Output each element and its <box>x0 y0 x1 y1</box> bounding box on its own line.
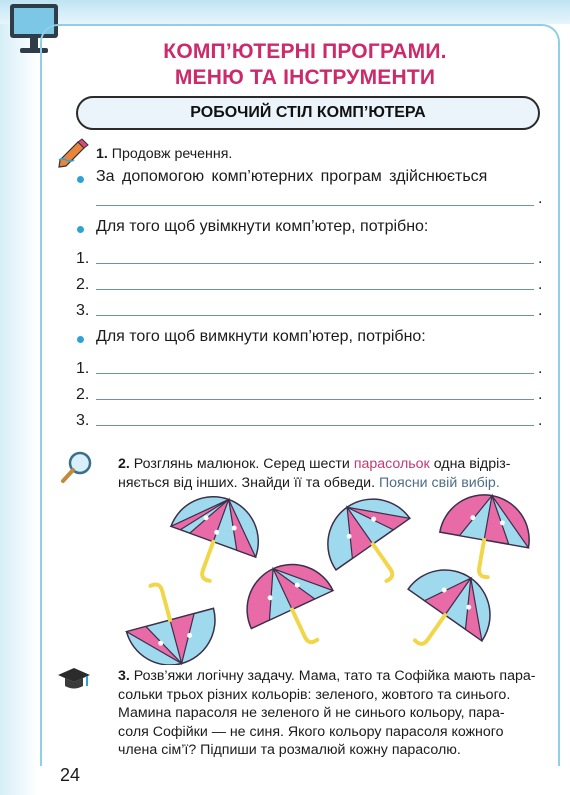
task2-line2-hint: Поясни свій вибір. <box>375 474 500 491</box>
answer-line[interactable] <box>96 289 534 290</box>
bullet <box>77 176 84 183</box>
line-number: 2. <box>76 386 90 403</box>
task1-sentence3: Для того щоб вимкнути комп’ютер, потрібно: <box>96 328 426 345</box>
task2-text <box>118 455 546 492</box>
task1-label <box>96 146 232 162</box>
task3-line: члена сім’ї? Підпиши та розмалюй кожну парасолю. <box>118 742 461 759</box>
page-number: 24 <box>60 765 81 785</box>
task2-line2: няється від інших. Знайди її та обведи. <box>118 474 376 491</box>
line-number: 1. <box>76 360 90 377</box>
page-title-line2: МЕНЮ ТА ІНСТРУМЕНТИ <box>174 66 436 89</box>
line-number: 3. <box>76 412 90 429</box>
line-number: 3. <box>76 302 90 319</box>
page-title-line1: КОМП’ЮТЕРНІ ПРОГРАМИ. <box>163 40 447 63</box>
task1-number: 1. <box>96 146 108 162</box>
end-dot: . <box>538 190 543 207</box>
end-dot: . <box>538 360 543 377</box>
umbrella-6[interactable] <box>390 565 500 660</box>
end-dot: . <box>538 276 543 293</box>
bullet <box>77 226 84 233</box>
magnifier-icon <box>60 450 94 484</box>
answer-line[interactable] <box>96 373 534 374</box>
answer-line[interactable] <box>96 205 534 206</box>
umbrella-4[interactable] <box>115 570 225 665</box>
section-banner: РОБОЧИЙ СТІЛ КОМП’ЮТЕРА <box>76 96 540 130</box>
line-number: 1. <box>76 250 90 267</box>
pencil-icon <box>56 138 90 168</box>
answer-line[interactable] <box>96 263 534 264</box>
end-dot: . <box>538 386 543 403</box>
task2-highlight: парасольок <box>353 456 430 472</box>
task3-number: 3. <box>118 668 130 684</box>
bullet <box>77 336 84 343</box>
task2-line1-end: одна відріз- <box>429 456 511 472</box>
line-number: 2. <box>76 276 90 293</box>
task1-sentence2: Для того щоб увімкнути комп’ютер, потрібно: <box>96 218 429 235</box>
task2-number: 2. <box>118 456 130 472</box>
end-dot: . <box>538 250 543 267</box>
task3-line: сольки трьох різних кольорів: зеленого, жовтого та синього. <box>118 686 511 703</box>
answer-line[interactable] <box>96 315 534 316</box>
task2-line1-start: Розглянь малюнок. Серед шести <box>133 456 354 472</box>
task1-sentence1: За допомогою комп’ютерних програм здійснюється <box>96 168 488 185</box>
task1-instruction: Продовж речення. <box>111 146 233 162</box>
side-decorative-band <box>0 24 38 795</box>
umbrella-5[interactable] <box>235 555 345 655</box>
end-dot: . <box>538 412 543 429</box>
graduation-cap-icon <box>56 666 92 692</box>
end-dot: . <box>538 302 543 319</box>
answer-line[interactable] <box>96 399 534 400</box>
task3-line: Розв’яжи логічну задачу. Мама, тато та Софійка мають пара- <box>133 668 536 684</box>
top-decorative-band <box>0 0 570 24</box>
answer-line[interactable] <box>96 425 534 426</box>
task3-line: соля Софійки — не синя. Якого кольору парасоля кожного <box>118 723 504 740</box>
task3-text <box>118 667 546 760</box>
task3-line: Мамина парасоля не зеленого й не синього кольору, пара- <box>118 705 505 722</box>
